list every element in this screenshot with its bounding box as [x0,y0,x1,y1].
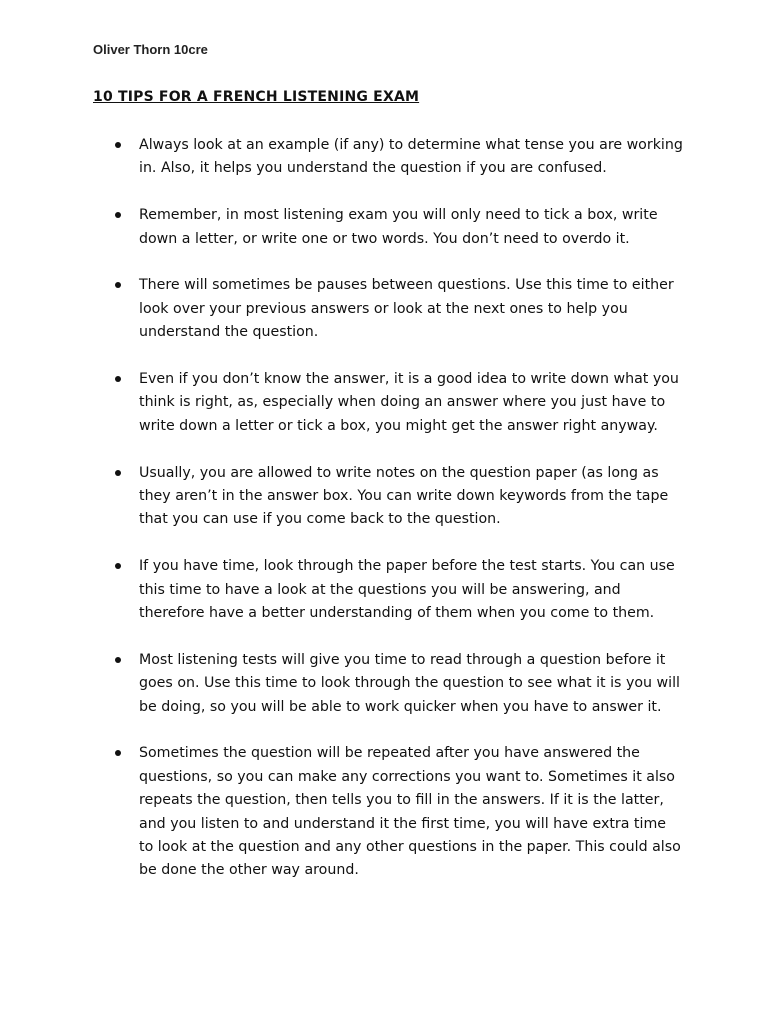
list-item [93,368,683,438]
tip-text: Remember, in most listening exam you will only need to tick a box, write down a letter, or write one or two words. You don’t need to overdo it. [139,207,658,247]
tips-list [93,134,683,906]
list-item [93,134,683,181]
bullet-icon [115,750,121,756]
list-item [93,274,683,344]
bullet-icon [115,470,121,476]
list-item [93,555,683,625]
tip-text: Most listening tests will give you time to read through a question before it goes on. Use this time to look through the question to see what it is you will be doing, so you will be able to work quicker when you have to answer it. [139,651,680,715]
bullet-icon [115,376,121,382]
tip-text: There will sometimes be pauses between questions. Use this time to either look over your previous answers or look at the next ones to help you understand the question. [139,277,674,341]
tip-text: Always look at an example (if any) to determine what tense you are working in. Also, it helps you understand the question if you are confused. [139,137,683,177]
list-item [93,742,683,882]
tip-text: Usually, you are allowed to write notes on the question paper (as long as they aren’t in the answer box. You can write down keywords from the tape that you can use if you come back to the question. [139,464,669,528]
list-item [93,649,683,719]
bullet-icon [115,142,121,148]
tip-text: Sometimes the question will be repeated after you have answered the questions, so you can make any corrections you want to. Sometimes it also repeats the question, then tells you to fill in the answers. If it is the latter, and you listen to and understand it the first time, you will have extra time to look at the question and any other questions in the paper. This could also be done the other way around. [139,745,681,879]
bullet-icon [115,657,121,663]
bullet-icon [115,563,121,569]
document-title: 10 TIPS FOR A FRENCH LISTENING EXAM [93,89,420,105]
list-item [93,462,683,532]
author-name: Oliver Thorn 10cre [93,42,208,57]
list-item [93,204,683,251]
bullet-icon [115,282,121,288]
bullet-icon [115,212,121,218]
tip-text: Even if you don’t know the answer, it is a good idea to write down what you think is right, as, especially when doing an answer where you just have to write down a letter or tick a box, you might get the answer right anyway. [139,371,679,434]
tip-text: If you have time, look through the paper before the test starts. You can use this time to have a look at the questions you will be answering, and therefore have a better understanding of them when you come to them. [139,558,675,622]
